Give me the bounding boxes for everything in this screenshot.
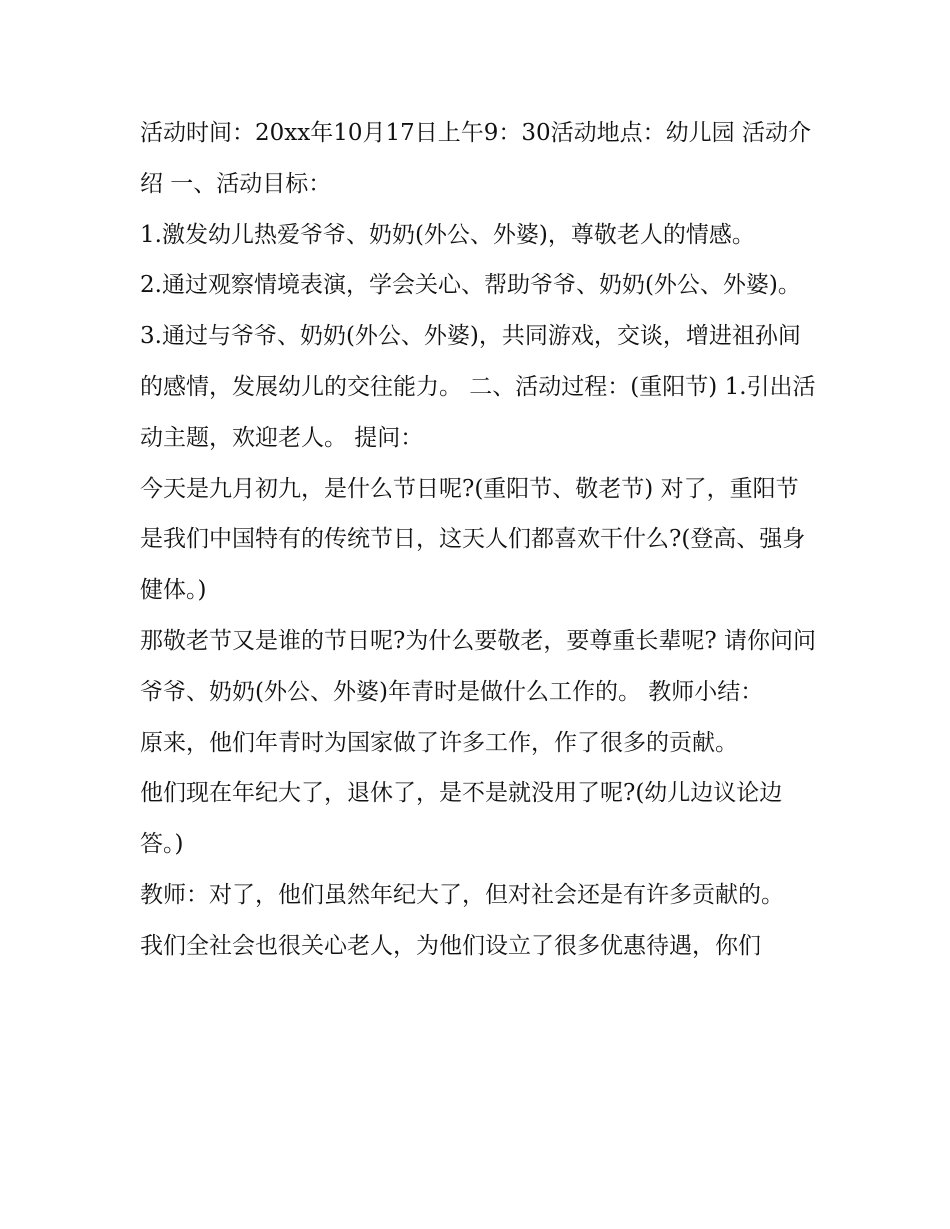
paragraph-contribution: 原来，他们年青时为国家做了许多工作，作了很多的贡献。 [140, 729, 738, 756]
paragraph-goal-3: 3.通过与爷爷、奶奶(外公、外婆)，共同游戏，交谈，增进祖孙间的感情，发展幼儿的交往能力。 二、活动过程：(重阳节) 1.引出活动主题，欢迎老人。 提问： [140, 323, 816, 451]
paragraph-goal-1: 1.激发幼儿热爱爷爷、奶奶(外公、外婆)，尊敬老人的情感。 [140, 221, 755, 248]
paragraph-goal-2: 2.通过观察情境表演，学会关心、帮助爷爷、奶奶(外公、外婆)。 [140, 272, 801, 299]
paragraph-teacher-answer: 教师：对了，他们虽然年纪大了，但对社会还是有许多贡献的。 [140, 881, 784, 908]
document-body [140, 108, 820, 972]
paragraph-society-care: 我们全社会也很关心老人，为他们设立了很多优惠待遇，你们 [140, 932, 761, 959]
paragraph-festival-question: 今天是九月初九，是什么节日呢?(重阳节、敬老节) 对了，重阳节是我们中国特有的传统节日，这天人们都喜欢干什么?(登高、强身健体。) [140, 475, 806, 604]
paragraph-retired-question: 他们现在年纪大了，退休了，是不是就没用了呢?(幼儿边议论边答。) [140, 780, 783, 858]
paragraph-activity-info: 活动时间：20xx年10月17日上午9：30活动地点：幼儿园 活动介绍 一、活动目标： [140, 120, 811, 197]
paragraph-respect-question: 那敬老节又是谁的节日呢?为什么要敬老，要尊重长辈呢? 请你问问爷爷、奶奶(外公、外婆)年青时是做什么工作的。 教师小结： [140, 627, 816, 705]
